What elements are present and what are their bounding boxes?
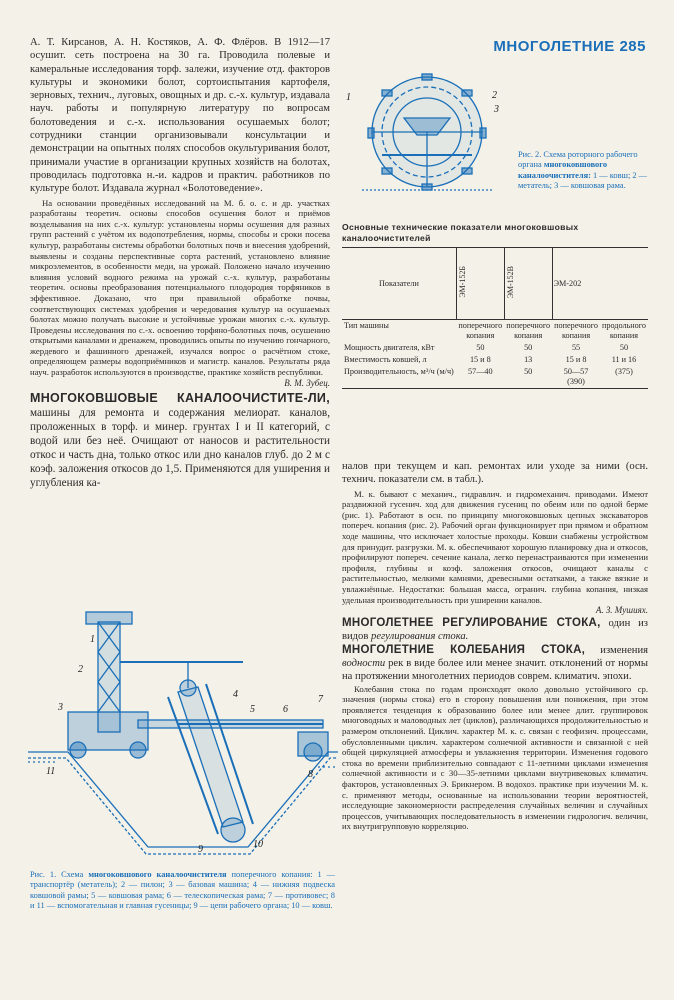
figure1-label-8: 8 xyxy=(308,769,313,780)
table-cell: поперечного копания xyxy=(506,321,551,340)
table-row xyxy=(342,354,648,366)
figure2-caption-prefix: Рис. 2. Схема роторного рабочего органа xyxy=(518,150,638,170)
figure1-label-10: 10 xyxy=(253,839,263,850)
figure1-caption xyxy=(30,870,335,911)
excavator-cross-section-diagram xyxy=(28,602,338,864)
heading-regulirovanie: МНОГОЛЕТНЕЕ РЕГУЛИРОВАНИЕ СТОКА, xyxy=(342,617,601,630)
table-row xyxy=(342,342,648,354)
kolebaniya-text-a: изменения xyxy=(600,644,648,656)
table-cell: 50—57 (390) xyxy=(563,367,589,386)
figure2-label-1: 1 xyxy=(346,92,351,103)
article-regulirovanie xyxy=(342,617,648,644)
figure2-label-3: 3 xyxy=(494,104,499,115)
article-heading: МНОГОКОВШОВЫЕ КАНАЛООЧИСТИТЕ-ЛИ, xyxy=(30,390,330,405)
kolebaniya-details: Колебания стока по годам происходят около довольно устойчивого ср. значения (нормы стока) его в сторону повышения или понижения, при этом проявляется тенденция к образованию более или менее длит. группировок многоводных и маловодных лет (циклов), различающихся продолжительностью и размером отклонений. Циклич. характер М. к. с. связан с геофизич. процессами, обусловленными циклич. характером солнечной активности и связанной с ней общей циркуляцией атмосферы и увлажнения территории. Изменения годового стока во времени приблизительно совпадают с 11-летними циклами изменения солнечной активности и с 30—35-летними циклами внутривековых климатич. факторов, установленных Э. Брикнером. В водохоз. практике при изучении М. к. с. применяют методы, основанные на использовании теории вероятностей, исследующие закономерности распределения случайных величин и случайных процессов, учитывающих последовательность в изменении гидрологич. величин, их внутригрупповую корреляцию. xyxy=(342,683,648,832)
intro-paragraph: А. Т. Кирсанов, А. Н. Костяков, А. Ф. Флёров. В 1912—17 осушит. сеть построена на 30 га. Проводила полевые и камеральные исследования торф. залежи, изучение отд. факторов культуры и экономики болот, сортоиспытания картофеля, зерновых, технич., луговых, овощных и др. с.-х. культур, издавала науч. работы и популярную литературу по вопросам болотоведения и с.-х. использования осушаемых болот; сотрудники станции организовывали консультации и демонстрации на опытных полях способов окультуривания болот, принимали участие в организации крупных хозяйств на болотах, проводилась подготовка н.-и. кадров и практич. работников по культуре болот. Издавала журнал «Болотоведение». xyxy=(30,37,330,195)
rotor-working-organ-diagram xyxy=(342,60,512,210)
figure-2 xyxy=(342,60,512,210)
kolebaniya-link: водности xyxy=(342,658,386,670)
table-title: Основные технические показатели многоковшовых каналоочистителей xyxy=(342,222,579,243)
table-header-em202: ЭМ-202 xyxy=(552,248,648,320)
table-cell: продольного копания xyxy=(601,321,646,340)
article-text: машины для ремонта и содержания мелиорат. каналов, проложенных в торф. и минер. грунтах I и II категорий, с водой или без неё. Очищают от наносов и растительности откос и часть дна, только откос или дно каналов глуб. до 2 м с коэф. заложения откосов до 1,5. Применяются для уширения и углубления ка- xyxy=(30,406,330,489)
article-details: М. к. бывают с механич., гидравлич. и гидромеханич. приводами. Имеют раздвижной гусенич. ход для движения гусениц по обеим или по одной берме (рис. 1). Работают в осн. по принципу многоковшовых цепных экскаваторов попереч. копания (рис. 2). Рабочий орган функционирует при прямом и обратном ходе машины, что исключает холостые проходы. Ковши снабжены устройством для принудит. разгрузки. М. к. обеспечивают хорошую планировку дна и откосов, профилируют попереч. сечение канала, легко перенастраиваются при изменении профиля, глубины и коэф. заложения откосов, очищают каналы с растительностью, мелкими камнями, древесными остатками, а также вязкие и увлажнённые. Недостатки: большая масса, огранич. глубина копания, низкая удельная производительность при уширении каналов. xyxy=(342,488,648,605)
article-kanaloochistiteli xyxy=(30,391,330,490)
table-header-indicators: Показатели xyxy=(342,248,456,320)
table-row xyxy=(342,366,648,389)
table-cell: 57—40 xyxy=(468,367,493,376)
section-title: МНОГОЛЕТНИЕ xyxy=(493,38,615,55)
table-cell: 15 и 8 xyxy=(565,355,587,364)
table-header-em152b xyxy=(456,248,504,320)
table-cell: поперечного копания xyxy=(554,321,598,340)
table-cell: 13 xyxy=(524,355,533,364)
figure2-label-2: 2 xyxy=(492,90,497,101)
table-cell-label: Мощность двигателя, кВт xyxy=(344,343,435,352)
figure1-label-1: 1 xyxy=(90,634,95,645)
table-cell: 50 xyxy=(524,367,533,376)
research-paragraph: На основании проведённых исследований на М. б. о. с. и др. участках разработаны теоретич. основы способов осушения болот и приёмов возделывания на них с.-х. культур: установлены нормы осушения для разных групп растений с учётом их водопотребления, нормы, способы и сроки посева культур, разработаны системы обработки болотных почв и внесения удобрений, выявлены и созданы перспективные сорта растений, установлено влияние микроэлементов, в особенности меди, на урожай. Положено начало изучению влияния условий водного режима на урожай с.-х. культур, разработаны теоретич. основы преобразования потенциального плодородия торфяников в эффективное. Доказано, что при правильной обработке почвы, соответствующих системах удобрения и чередования культур на осушаемых болотах можно получать высокие и устойчивые урожаи многих с.-х. культур. Проведены исследования по с.-х. освоению торфяно-болотных почв, осушению открытыми каналами и дренажем, проводились опыты по изучению гончарного, жердевого и фашинного дренажей, изучался вопрос о расчётном стоке, определяющем размеры водоприёмников и магистр. каналов. Результаты ряда науч. разработок используются в производстве, практике хозяйств республики. xyxy=(30,197,330,378)
figure1-label-4: 4 xyxy=(233,689,238,700)
table-header-em152b-label: ЭМ-152Б xyxy=(457,266,467,298)
table-cell-label: Тип машины xyxy=(344,321,389,330)
page-header xyxy=(493,38,646,55)
table-cell: 50 xyxy=(524,343,533,352)
table-cell: 15 и 8 xyxy=(469,355,491,364)
table-cell-label: Вместимость ковшей, л xyxy=(344,355,427,364)
tech-table xyxy=(342,247,648,389)
table-header-em152v-label: ЭМ-152В xyxy=(505,265,515,299)
article-kolebaniya xyxy=(342,644,648,684)
table-row xyxy=(342,320,648,343)
table-cell-label: Производительность, м³/ч (м/ч) xyxy=(344,367,454,376)
figure1-label-11: 11 xyxy=(46,766,56,777)
signature-zubets: В. М. Зубец. xyxy=(284,377,330,388)
regulirovanie-text: один из видов xyxy=(342,618,648,643)
table-cell: 50 xyxy=(619,343,629,352)
figure2-caption-title: многоковшового каналоочистителя: xyxy=(518,160,608,180)
left-column xyxy=(30,36,330,490)
kolebaniya-text-c: рек в виде более или менее значит. отклонений от нормы на протяжении многолетних периодов соврем. климатич. эпохи. xyxy=(342,658,648,683)
figure1-label-5: 5 xyxy=(250,704,255,715)
heading-kolebaniya: МНОГОЛЕТНИЕ КОЛЕБАНИЯ СТОКА, xyxy=(342,643,586,656)
table-cell: 55 xyxy=(571,343,581,352)
figure1-caption-prefix: Рис. 1. Схема xyxy=(30,870,84,879)
tech-table-block xyxy=(342,222,648,389)
table-cell: (375) xyxy=(615,367,633,376)
regulirovanie-link: регулирования стока. xyxy=(371,631,469,643)
figure1-label-3: 3 xyxy=(58,702,63,713)
figure1-label-2: 2 xyxy=(78,664,83,675)
page-number: 285 xyxy=(619,38,646,55)
table-cell: поперечного копания xyxy=(458,321,503,340)
figure2-caption-rest: 1 — ковш; 2 — метатель; 3 — ковшовая рама. xyxy=(518,170,648,190)
figure1-caption-title: многоковшового каналоочистителя xyxy=(88,870,227,879)
right-column xyxy=(342,460,648,832)
signature-mushiyakh: А. З. Мушиях. xyxy=(595,605,648,616)
figure1-label-7: 7 xyxy=(318,694,323,705)
figure-1 xyxy=(28,602,338,864)
figure1-caption-rest: поперечного копания: 1 — транспортёр (метатель); 2 — пилон; 3 — базовая машина; 4 — нижняя подвеска ковшовой рамы; 5 — ковшовая рама; 6 — телескопическая рама; 7 — противовес; 8 и 11 — вспомогательная и главная гусеницы; 9 — цепи рабочего органа; 10 — ковш. xyxy=(30,870,335,910)
article-continuation: налов при текущем и кап. ремонтах или уходе за ними (осн. технич. показатели см. в табл.). xyxy=(342,461,648,486)
table-cell: 11 и 16 xyxy=(611,355,637,364)
figure1-label-6: 6 xyxy=(283,704,288,715)
figure1-label-9: 9 xyxy=(198,844,203,855)
table-header-em152v xyxy=(504,248,552,320)
figure2-caption xyxy=(518,150,648,191)
table-cell: 50 xyxy=(476,343,485,352)
